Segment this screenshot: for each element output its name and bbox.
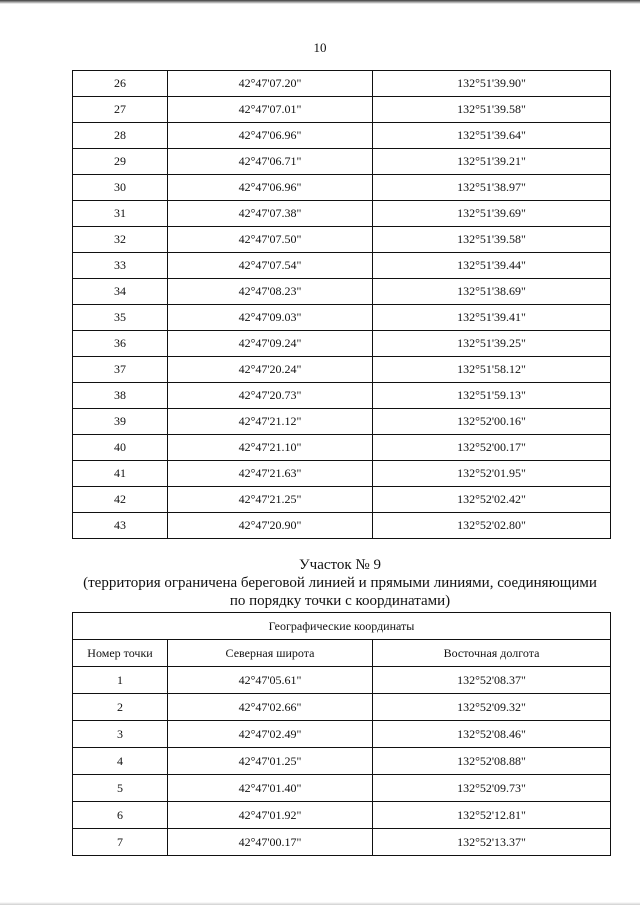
latitude-cell: 42°47'21.12": [168, 409, 373, 435]
point-number-cell: 7: [73, 829, 168, 856]
coordinates-table-body: [73, 71, 611, 539]
latitude-cell: 42°47'20.90": [168, 513, 373, 539]
point-number-cell: 28: [73, 123, 168, 149]
longitude-cell: 132°52'12.81": [373, 802, 611, 829]
table-row: [73, 201, 611, 227]
longitude-cell: 132°51'39.58": [373, 97, 611, 123]
point-number-cell: 43: [73, 513, 168, 539]
table-row: [73, 775, 611, 802]
section-description-line-1: (территория ограничена береговой линией и прямыми линиями, соединяющими: [83, 575, 597, 591]
longitude-cell: 132°52'00.16": [373, 409, 611, 435]
point-number-cell: 6: [73, 802, 168, 829]
latitude-cell: 42°47'07.54": [168, 253, 373, 279]
latitude-cell: 42°47'21.10": [168, 435, 373, 461]
point-number-cell: 39: [73, 409, 168, 435]
point-number-cell: 29: [73, 149, 168, 175]
point-number-cell: 41: [73, 461, 168, 487]
scan-top-edge: [0, 0, 640, 4]
point-number-cell: 34: [73, 279, 168, 305]
group-header-row: [73, 613, 611, 640]
longitude-cell: 132°51'39.90": [373, 71, 611, 97]
point-number-cell: 33: [73, 253, 168, 279]
longitude-cell: 132°51'39.58": [373, 227, 611, 253]
point-number-cell: 42: [73, 487, 168, 513]
table-row: [73, 383, 611, 409]
longitude-cell: 132°52'09.73": [373, 775, 611, 802]
column-header-longitude: Восточная долгота: [373, 640, 611, 667]
longitude-cell: 132°51'39.21": [373, 149, 611, 175]
latitude-cell: 42°47'00.17": [168, 829, 373, 856]
longitude-cell: 132°52'08.46": [373, 721, 611, 748]
latitude-cell: 42°47'07.01": [168, 97, 373, 123]
table-row: [73, 253, 611, 279]
longitude-cell: 132°51'39.41": [373, 305, 611, 331]
section-9-coordinates-table: [72, 612, 611, 856]
longitude-cell: 132°51'38.97": [373, 175, 611, 201]
table-row: [73, 357, 611, 383]
table-row: [73, 513, 611, 539]
point-number-cell: 36: [73, 331, 168, 357]
latitude-cell: 42°47'06.96": [168, 123, 373, 149]
longitude-cell: 132°52'13.37": [373, 829, 611, 856]
point-number-cell: 40: [73, 435, 168, 461]
table-row: [73, 487, 611, 513]
longitude-cell: 132°51'39.69": [373, 201, 611, 227]
point-number-cell: 27: [73, 97, 168, 123]
longitude-cell: 132°52'00.17": [373, 435, 611, 461]
longitude-cell: 132°52'08.88": [373, 748, 611, 775]
table-row: [73, 667, 611, 694]
column-header-row: [73, 640, 611, 667]
point-number-cell: 2: [73, 694, 168, 721]
column-header-latitude: Северная широта: [168, 640, 373, 667]
latitude-cell: 42°47'06.96": [168, 175, 373, 201]
latitude-cell: 42°47'07.38": [168, 201, 373, 227]
longitude-cell: 132°51'39.25": [373, 331, 611, 357]
point-number-cell: 30: [73, 175, 168, 201]
longitude-cell: 132°52'01.95": [373, 461, 611, 487]
longitude-cell: 132°52'08.37": [373, 667, 611, 694]
longitude-cell: 132°52'02.80": [373, 513, 611, 539]
latitude-cell: 42°47'20.24": [168, 357, 373, 383]
point-number-cell: 38: [73, 383, 168, 409]
table-row: [73, 279, 611, 305]
table-row: [73, 123, 611, 149]
table-row: [73, 829, 611, 856]
latitude-cell: 42°47'02.49": [168, 721, 373, 748]
longitude-cell: 132°51'58.12": [373, 357, 611, 383]
table-row: [73, 227, 611, 253]
table-row: [73, 461, 611, 487]
column-header-point-number: Номер точки: [73, 640, 168, 667]
table-row: [73, 331, 611, 357]
longitude-cell: 132°51'38.69": [373, 279, 611, 305]
table-row: [73, 175, 611, 201]
group-header-cell: Географические координаты: [73, 613, 611, 640]
longitude-cell: 132°51'59.13": [373, 383, 611, 409]
latitude-cell: 42°47'09.03": [168, 305, 373, 331]
longitude-cell: 132°52'09.32": [373, 694, 611, 721]
point-number-cell: 31: [73, 201, 168, 227]
table-row: [73, 802, 611, 829]
latitude-cell: 42°47'01.40": [168, 775, 373, 802]
table-row: [73, 97, 611, 123]
point-number-cell: 4: [73, 748, 168, 775]
latitude-cell: 42°47'09.24": [168, 331, 373, 357]
point-number-cell: 37: [73, 357, 168, 383]
latitude-cell: 42°47'21.63": [168, 461, 373, 487]
latitude-cell: 42°47'02.66": [168, 694, 373, 721]
table-row: [73, 71, 611, 97]
point-number-cell: 1: [73, 667, 168, 694]
table-row: [73, 149, 611, 175]
page-number: 10: [313, 40, 327, 55]
latitude-cell: 42°47'01.25": [168, 748, 373, 775]
point-number-cell: 5: [73, 775, 168, 802]
point-number-cell: 3: [73, 721, 168, 748]
point-number-cell: 32: [73, 227, 168, 253]
point-number-cell: 35: [73, 305, 168, 331]
latitude-cell: 42°47'21.25": [168, 487, 373, 513]
longitude-cell: 132°52'02.42": [373, 487, 611, 513]
section-title: Участок № 9: [299, 557, 381, 573]
coordinates-table-continued: [72, 70, 611, 539]
point-number-cell: 26: [73, 71, 168, 97]
latitude-cell: 42°47'08.23": [168, 279, 373, 305]
table-row: [73, 435, 611, 461]
latitude-cell: 42°47'06.71": [168, 149, 373, 175]
latitude-cell: 42°47'07.50": [168, 227, 373, 253]
section-description-line-2: по порядку точки с координатами): [229, 593, 451, 609]
table-row: [73, 409, 611, 435]
table-row: [73, 748, 611, 775]
latitude-cell: 42°47'05.61": [168, 667, 373, 694]
latitude-cell: 42°47'20.73": [168, 383, 373, 409]
longitude-cell: 132°51'39.64": [373, 123, 611, 149]
section-9-table-body: [73, 667, 611, 856]
table-row: [73, 694, 611, 721]
latitude-cell: 42°47'01.92": [168, 802, 373, 829]
table-row: [73, 721, 611, 748]
latitude-cell: 42°47'07.20": [168, 71, 373, 97]
table-row: [73, 305, 611, 331]
longitude-cell: 132°51'39.44": [373, 253, 611, 279]
